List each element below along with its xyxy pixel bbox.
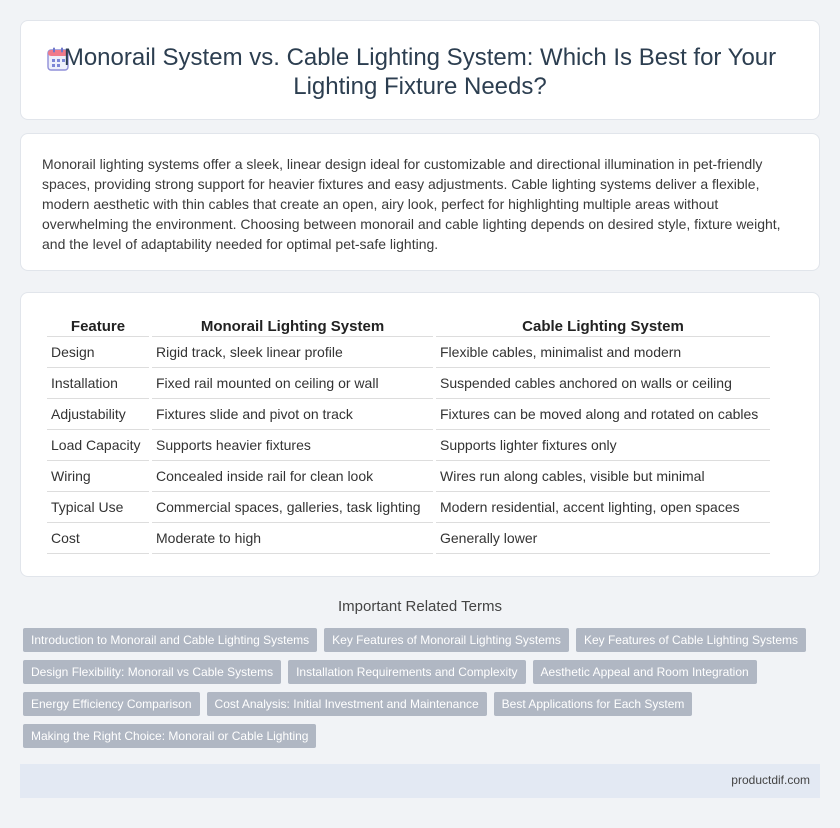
column-header-cable: Cable Lighting System — [436, 315, 770, 337]
table-row — [47, 523, 770, 554]
related-term-tag[interactable]: Best Applications for Each System — [494, 692, 693, 716]
monorail-cell: Commercial spaces, galleries, task lighting — [152, 492, 433, 523]
intro-card — [20, 133, 820, 271]
feature-cell: Wiring — [47, 461, 149, 492]
related-term-tag[interactable]: Design Flexibility: Monorail vs Cable Systems — [23, 660, 281, 684]
monorail-cell: Rigid track, sleek linear profile — [152, 337, 433, 368]
cable-cell: Fixtures can be moved along and rotated on cables — [436, 399, 770, 430]
comparison-table — [44, 315, 773, 554]
cable-cell: Generally lower — [436, 523, 770, 554]
related-term-tag[interactable]: Cost Analysis: Initial Investment and Maintenance — [207, 692, 487, 716]
related-term-tag[interactable]: Key Features of Monorail Lighting Systems — [324, 628, 569, 652]
related-term-tag[interactable]: Introduction to Monorail and Cable Lighting Systems — [23, 628, 317, 652]
header-card — [20, 20, 820, 120]
table-header-row — [47, 315, 770, 337]
feature-cell: Cost — [47, 523, 149, 554]
table-row — [47, 461, 770, 492]
monorail-cell: Fixed rail mounted on ceiling or wall — [152, 368, 433, 399]
feature-cell: Design — [47, 337, 149, 368]
feature-cell: Load Capacity — [47, 430, 149, 461]
column-header-monorail: Monorail Lighting System — [152, 315, 433, 337]
table-row — [47, 399, 770, 430]
related-term-tag[interactable]: Installation Requirements and Complexity — [288, 660, 525, 684]
page-title: Monorail System vs. Cable Lighting System: Which Is Best for Your Lighting Fixture Needs? — [63, 44, 777, 100]
related-terms-heading: Important Related Terms — [338, 598, 502, 615]
monorail-cell: Supports heavier fixtures — [152, 430, 433, 461]
cable-cell: Supports lighter fixtures only — [436, 430, 770, 461]
intro-paragraph: Monorail lighting systems offer a sleek, linear design ideal for customizable and directional illumination in pet-friendly spaces, providing strong support for heavier fixtures and easy adjustments. Cable lighting systems deliver a flexible, modern aesthetic with thin cables that create an open, airy look, perfect for highlighting multiple areas without overwhelming the environment. Choosing between monorail and cable lighting depends on desired style, fixture weight, and the level of adaptability needed for optimal pet-safe lighting. — [42, 156, 781, 252]
related-term-tag[interactable]: Key Features of Cable Lighting Systems — [576, 628, 806, 652]
cable-cell: Modern residential, accent lighting, open spaces — [436, 492, 770, 523]
table-row — [47, 430, 770, 461]
table-row — [47, 492, 770, 523]
cable-cell: Flexible cables, minimalist and modern — [436, 337, 770, 368]
related-term-tag[interactable]: Energy Efficiency Comparison — [23, 692, 200, 716]
table-row — [47, 337, 770, 368]
monorail-cell: Fixtures slide and pivot on track — [152, 399, 433, 430]
footer — [20, 764, 820, 798]
cable-cell: Suspended cables anchored on walls or ceiling — [436, 368, 770, 399]
column-header-feature: Feature — [47, 315, 149, 337]
feature-cell: Adjustability — [47, 399, 149, 430]
cable-cell: Wires run along cables, visible but minimal — [436, 461, 770, 492]
monorail-cell: Moderate to high — [152, 523, 433, 554]
related-term-tag[interactable]: Aesthetic Appeal and Room Integration — [533, 660, 757, 684]
feature-cell: Installation — [47, 368, 149, 399]
monorail-cell: Concealed inside rail for clean look — [152, 461, 433, 492]
related-terms-list — [23, 628, 813, 748]
table-row — [47, 368, 770, 399]
footer-site-link[interactable]: productdif.com — [731, 773, 810, 787]
comparison-card — [20, 292, 820, 577]
related-term-tag[interactable]: Making the Right Choice: Monorail or Cable Lighting — [23, 724, 316, 748]
feature-cell: Typical Use — [47, 492, 149, 523]
